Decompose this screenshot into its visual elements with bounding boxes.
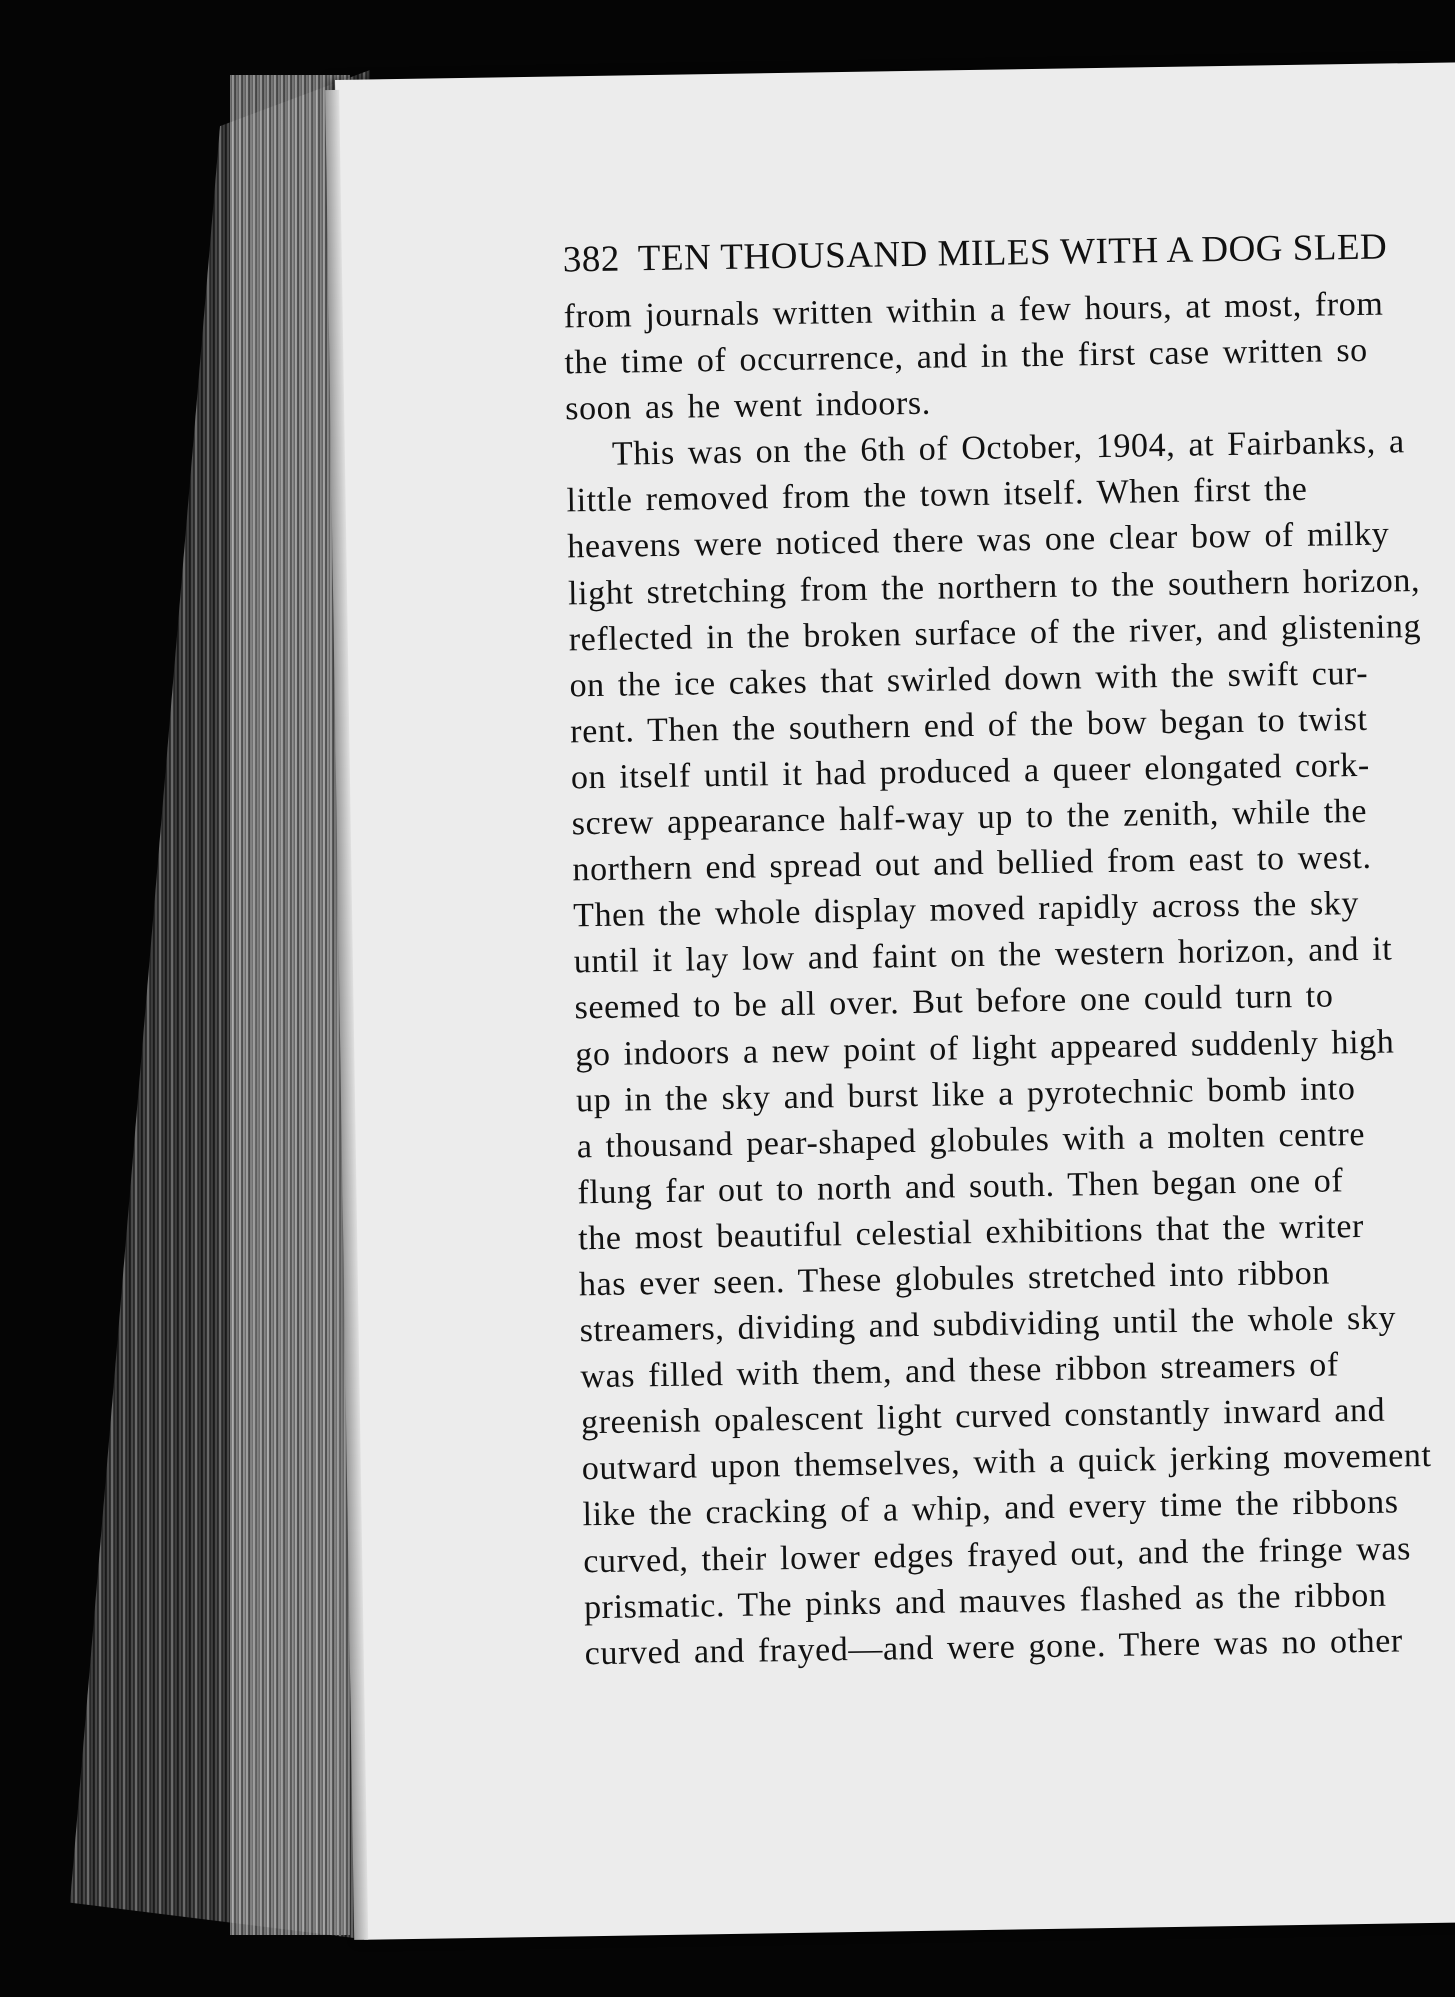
text-line: Then the whole display moved rapidly across the sky [572, 885, 1360, 935]
text-line: outward upon themselves, with a quick jerking movement [581, 1437, 1432, 1488]
paragraph-start-line: This was on the 6th of October, 1904, at Fairbanks, a [611, 423, 1405, 473]
book-page [335, 62, 1455, 1940]
text-line: soon as he went indoors. [564, 384, 932, 428]
text-line: up in the sky and burst like a pyrotechnic bomb into [575, 1069, 1356, 1119]
text-line: reflected in the broken surface of the river, and glistening [568, 607, 1422, 659]
text-line: little removed from the town itself. When first the [566, 471, 1308, 520]
text-line: from journals written within a few hours, at most, from [563, 285, 1384, 336]
text-line: curved, their lower edges frayed out, and the fringe was [583, 1529, 1412, 1580]
text-line: flung far out to north and south. Then began one of [577, 1162, 1344, 1212]
text-line: a thousand pear-shaped globules with a molten centre [576, 1115, 1366, 1166]
text-line: screw appearance half-way up to the zenith, while the [571, 792, 1368, 843]
text-line: on the ice cakes that swirled down with the swift cur- [569, 654, 1369, 705]
body-text [563, 280, 1455, 1677]
text-line: has ever seen. These globules stretched into ribbon [578, 1254, 1331, 1304]
text-line: heavens were noticed there was one clear bow of milky [567, 515, 1390, 566]
running-head-title: TEN THOUSAND MILES WITH A DOG SLED [637, 226, 1388, 280]
page-number: 382 [562, 238, 621, 281]
running-header [563, 225, 1388, 281]
text-line: go indoors a new point of light appeared suddenly high [575, 1022, 1395, 1073]
text-line: greenish opalescent light curved constantly inward and [580, 1391, 1386, 1442]
text-line: the time of occurrence, and in the first case written so [564, 331, 1369, 382]
text-line: until it lay low and faint on the western horizon, and it [573, 930, 1393, 981]
text-line: light stretching from the northern to the southern horizon, [567, 561, 1421, 612]
text-line: like the cracking of a whip, and every time the ribbons [582, 1483, 1399, 1534]
text-line: prismatic. The pinks and mauves flashed as the ribbon [583, 1576, 1387, 1626]
text-line: curved and frayed—and were gone. There was no other [584, 1622, 1404, 1672]
text-line: the most beautiful celestial exhibitions that the writer [577, 1207, 1365, 1258]
text-line: seemed to be all over. But before one could turn to [574, 977, 1334, 1027]
text-line: streamers, dividing and subdividing until the whole sky [579, 1299, 1397, 1350]
text-line: was filled with them, and these ribbon streamers of [580, 1346, 1340, 1396]
text-line: on itself until it had produced a queer elongated cork- [570, 746, 1370, 797]
text-line: northern end spread out and bellied from east to west. [572, 838, 1372, 889]
text-line: rent. Then the southern end of the bow began to twist [569, 700, 1368, 751]
